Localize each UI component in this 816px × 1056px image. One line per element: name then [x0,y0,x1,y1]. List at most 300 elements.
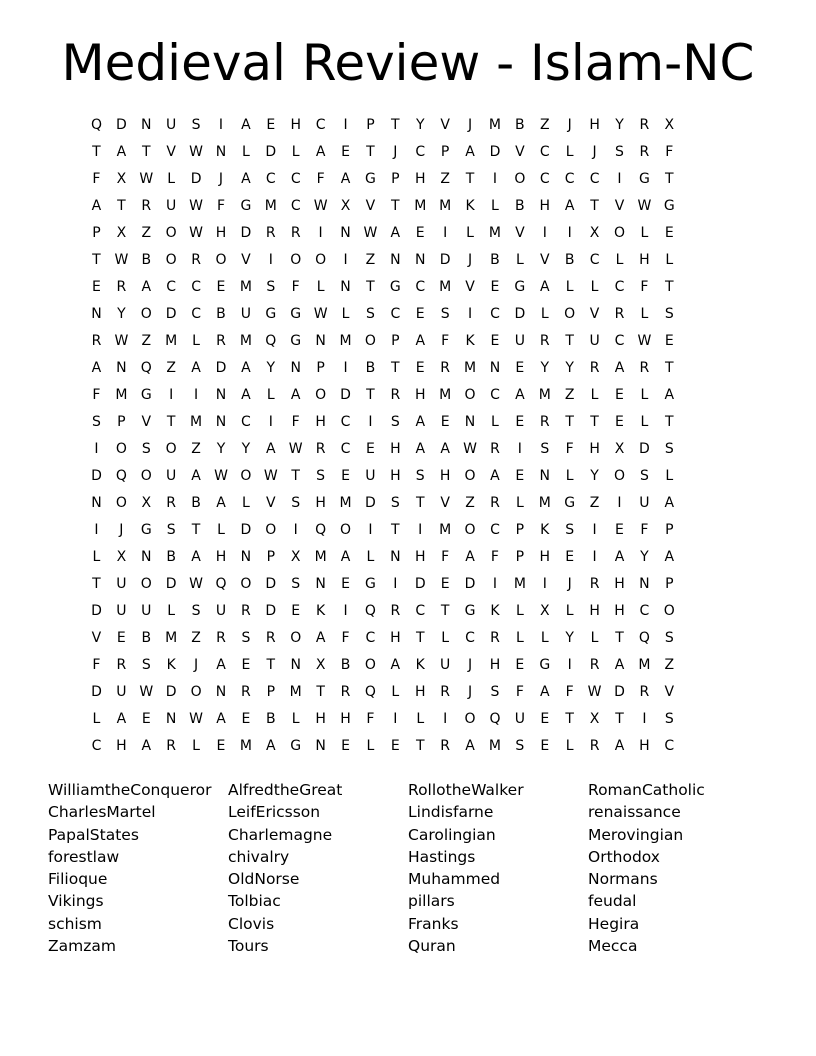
grid-letter: S [191,603,201,619]
word-item: Orthodox [588,847,660,866]
grid-letter: J [393,144,398,160]
grid-letter: X [539,603,550,619]
grid-letter: Z [365,252,376,268]
grid-letter: Q [215,576,227,592]
grid-letter: N [390,549,401,565]
grid-letter: H [614,603,625,619]
grid-letter: E [615,387,624,403]
grid-letter: A [614,738,625,754]
grid-letter: A [539,684,550,700]
grid-letter: R [315,441,326,457]
grid-letter: A [515,387,525,403]
grid-letter: Y [565,630,574,646]
grid-row [84,276,732,303]
grid-letter: I [567,225,572,241]
grid-letter: G [364,171,376,187]
grid-letter: B [265,711,276,727]
grid-letter: X [290,549,301,565]
grid-letter: Z [141,333,152,349]
grid-letter: A [116,711,127,727]
grid-letter: S [565,522,575,538]
grid-letter: A [390,657,401,673]
grid-letter: L [540,630,549,646]
grid-letter: H [116,738,127,754]
grid-letter: O [115,441,127,457]
grid-letter: R [265,225,276,241]
grid-letter: H [390,630,401,646]
grid-letter: R [589,657,600,673]
grid-letter: R [141,198,152,214]
grid-letter: S [540,441,550,457]
grid-letter: O [564,306,576,322]
grid-letter: L [640,306,649,322]
grid-letter: T [415,630,425,646]
grid-letter: J [218,171,224,187]
grid-letter: B [564,252,575,268]
grid-letter: R [166,495,177,511]
grid-letter: X [589,711,600,727]
word-item: PapalStates [48,825,139,844]
grid-letter: U [166,198,177,214]
grid-letter: K [415,657,425,673]
word-item: Franks [408,914,459,933]
grid-letter: Y [565,360,574,376]
grid-letter: C [490,306,500,322]
grid-letter: M [115,387,128,403]
grid-letter: I [194,387,199,403]
grid-letter: D [265,576,277,592]
grid-letter: A [216,495,226,511]
grid-letter: D [91,468,102,484]
grid-letter: W [637,198,652,214]
word-item: schism [48,914,102,933]
grid-letter: E [365,441,375,457]
grid-letter: R [166,738,177,754]
grid-letter: E [341,144,350,160]
grid-letter: T [665,414,674,430]
grid-letter: W [263,468,278,484]
grid-letter: L [291,711,300,727]
grid-letter: T [366,387,375,403]
grid-letter: C [191,306,201,322]
grid-letter: H [589,603,600,619]
grid-letter: C [340,441,351,457]
grid-letter: W [114,333,129,349]
grid-letter: U [166,468,177,484]
grid-letter: Q [315,522,327,538]
grid-letter: V [266,495,276,511]
grid-letter: I [169,387,174,403]
grid-letter: N [390,252,401,268]
grid-letter: T [391,522,400,538]
grid-letter: L [366,549,375,565]
grid-letter: R [614,306,625,322]
grid-letter: P [117,414,126,430]
grid-letter: C [490,387,500,403]
grid-letter: S [365,306,375,322]
grid-letter: E [141,711,151,727]
grid-letter: L [565,468,574,484]
word-item: RomanCatholic [588,781,705,799]
grid-letter: Q [638,630,650,646]
grid-letter: I [343,360,348,376]
grid-letter: N [165,711,177,727]
grid-letter: Z [191,630,201,646]
grid-letter: O [464,711,476,727]
grid-letter: Z [440,171,450,187]
grid-letter: D [365,495,376,511]
grid-letter: A [340,549,351,565]
grid-letter: L [466,225,474,241]
grid-letter: Y [590,468,599,484]
grid-letter: L [491,198,499,214]
grid-letter: E [440,576,450,592]
grid-letter: I [268,252,273,268]
grid-letter: J [467,684,473,700]
grid-letter: O [613,468,625,484]
grid-letter: Q [489,711,501,727]
grid-letter: I [492,171,498,187]
grid-letter: I [94,441,99,457]
grid-letter: X [141,495,152,511]
grid-letter: R [440,360,450,376]
grid-letter: W [189,576,203,592]
grid-letter: P [515,522,525,538]
grid-row [84,330,732,357]
word-item: Carolingian [408,825,496,844]
grid-letter: A [440,441,450,457]
word-item: Vikings [48,892,104,911]
grid-letter: D [190,171,202,187]
grid-letter: S [664,711,674,727]
grid-letter: H [614,576,625,592]
grid-letter: U [639,495,650,511]
grid-letter: G [464,603,476,619]
grid-letter: G [290,306,302,322]
grid-letter: I [343,603,348,619]
grid-letter: C [490,522,500,538]
grid-letter: J [592,144,597,160]
grid-letter: T [391,198,400,214]
grid-letter: H [290,117,301,133]
grid-letter: X [340,198,351,214]
grid-letter: C [465,630,475,646]
grid-letter: V [515,144,525,160]
grid-letter: P [515,549,525,565]
grid-letter: Y [640,549,649,565]
grid-letter: M [239,279,252,295]
grid-letter: N [91,306,102,322]
word-column [228,779,408,957]
grid-row [84,249,732,276]
grid-letter: E [664,333,674,349]
grid-letter: O [464,387,476,403]
grid-letter: E [341,468,350,484]
grid-letter: D [165,306,177,322]
word-item: Lindisfarne [408,803,494,822]
word-item: WilliamtheConqueror [48,781,212,799]
grid-letter: B [191,495,201,511]
grid-letter: G [638,171,650,187]
grid-letter: R [539,414,550,430]
grid-letter: D [91,603,102,619]
grid-letter: T [440,603,450,619]
grid-row [84,303,732,330]
grid-letter: F [216,198,226,214]
grid-letter: T [366,279,375,295]
grid-letter: E [540,711,550,727]
grid-letter: B [365,360,376,376]
grid-letter: P [316,360,325,376]
word-item: OldNorse [228,870,300,889]
grid-letter: M [488,117,501,133]
grid-letter: T [565,711,574,727]
grid-letter: A [614,360,625,376]
grid-letter: L [540,306,549,322]
grid-letter: F [291,414,300,430]
grid-letter: A [290,387,301,403]
word-item: Muhammed [408,870,501,889]
grid-letter: N [639,576,650,592]
grid-letter: M [239,738,252,754]
grid-letter: A [465,549,475,565]
grid-letter: H [315,414,326,430]
grid-letter: S [141,441,151,457]
grid-letter: L [590,630,599,646]
grid-letter: L [565,603,574,619]
grid-letter: C [390,306,401,322]
grid-letter: S [316,468,326,484]
grid-letter: V [465,279,475,295]
grid-letter: B [216,306,226,322]
grid-letter: A [315,630,326,646]
grid-letter: E [565,549,575,565]
grid-letter: W [463,441,477,457]
grid-letter: K [540,522,550,538]
grid-letter: J [467,657,473,673]
grid-row [84,357,732,384]
grid-letter: L [366,738,375,754]
grid-letter: C [365,630,376,646]
grid-letter: C [191,279,201,295]
grid-letter: A [241,387,251,403]
grid-letter: F [640,522,649,538]
grid-letter: G [564,495,576,511]
grid-letter: V [515,225,525,241]
grid-letter: R [390,603,401,619]
grid-letter: E [515,468,525,484]
grid-letter: A [564,198,575,214]
grid-letter: E [515,360,525,376]
grid-row [84,465,732,492]
grid-letter: R [290,225,301,241]
grid-letter: U [514,711,525,727]
word-bank [48,779,768,957]
grid-letter: R [490,630,500,646]
grid-letter: N [464,414,476,430]
grid-letter: G [539,657,551,673]
grid-letter: D [639,441,650,457]
grid-letter: M [439,279,452,295]
grid-letter: I [368,522,373,538]
grid-letter: Y [266,360,276,376]
grid-letter: O [340,522,352,538]
word-item: feudal [588,892,637,911]
grid-letter: A [116,144,127,160]
grid-letter: A [241,171,251,187]
grid-letter: H [414,387,426,403]
grid-letter: E [515,414,525,430]
grid-letter: A [191,468,201,484]
grid-letter: F [441,549,450,565]
grid-letter: T [415,738,425,754]
grid-letter: J [567,576,572,592]
grid-letter: O [290,252,302,268]
grid-letter: E [216,738,226,754]
grid-letter: H [215,225,227,241]
word-item: Mecca [588,937,638,956]
grid-letter: O [315,252,327,268]
grid-letter: C [415,603,426,619]
grid-letter: O [165,441,177,457]
grid-letter: P [440,144,450,160]
grid-letter: W [189,198,203,214]
grid-letter: O [265,522,277,538]
grid-letter: G [140,387,152,403]
grid-letter: T [117,198,126,214]
grid-letter: A [664,387,675,403]
grid-letter: E [415,360,425,376]
grid-letter: L [640,387,649,403]
grid-letter: I [293,522,298,538]
grid-letter: Y [117,306,126,322]
grid-letter: D [514,306,526,322]
grid-letter: M [165,333,178,349]
grid-letter: A [614,657,625,673]
grid-letter: A [465,738,475,754]
grid-letter: L [441,630,450,646]
grid-letter: V [539,252,550,268]
grid-letter: N [489,360,501,376]
grid-row [84,411,732,438]
grid-letter: L [565,279,574,295]
grid-letter: U [514,333,525,349]
word-item: chivalry [228,847,290,866]
grid-letter: I [542,225,547,241]
grid-letter: M [289,684,302,700]
grid-row [84,681,732,708]
grid-letter: Z [564,387,575,403]
word-column [408,779,588,957]
grid-letter: W [139,684,154,700]
word-item: CharlesMartel [48,803,156,822]
grid-letter: W [189,225,203,241]
grid-letter: P [665,522,674,538]
grid-letter: I [617,495,622,511]
grid-letter: L [217,522,225,538]
grid-letter: T [266,657,276,673]
grid-letter: V [440,117,450,133]
grid-letter: Q [140,360,152,376]
grid-letter: O [514,171,526,187]
grid-letter: L [565,144,574,160]
grid-letter: L [92,711,101,727]
word-item: Tours [228,937,269,956]
grid-letter: Y [415,117,425,133]
grid-letter: R [440,684,450,700]
grid-letter: R [390,387,401,403]
grid-letter: F [341,630,350,646]
grid-letter: N [315,333,326,349]
grid-letter: Z [589,495,600,511]
grid-letter: C [91,738,102,754]
grid-letter: F [665,144,674,160]
grid-letter: X [116,225,127,241]
grid-letter: U [240,306,252,322]
grid-letter: R [440,738,450,754]
grid-row [84,438,732,465]
grid-letter: T [291,468,300,484]
grid-letter: Z [465,495,475,511]
grid-letter: Z [539,117,550,133]
grid-letter: E [415,306,425,322]
grid-letter: D [489,144,501,160]
grid-letter: T [665,171,674,187]
grid-letter: M [638,657,651,673]
grid-letter: D [91,684,102,700]
grid-letter: H [589,441,600,457]
grid-letter: K [465,198,475,214]
grid-letter: H [414,549,426,565]
grid-letter: W [313,306,328,322]
word-item: forestlaw [48,847,120,866]
grid-letter: I [418,522,423,538]
grid-letter: K [316,603,326,619]
grid-letter: C [614,333,625,349]
grid-letter: M [339,495,352,511]
grid-letter: V [91,630,102,646]
grid-letter: I [492,576,498,592]
grid-letter: X [116,549,127,565]
grid-letter: J [194,657,199,673]
word-item: Hastings [408,847,476,866]
grid-letter: U [116,576,127,592]
grid-letter: A [415,414,426,430]
grid-letter: C [539,171,550,187]
word-column [48,779,228,957]
grid-letter: A [216,711,226,727]
grid-letter: O [165,252,177,268]
grid-letter: N [539,468,550,484]
grid-letter: F [291,279,300,295]
word-item: Clovis [228,914,275,933]
grid-letter: C [290,171,301,187]
grid-letter: S [92,414,101,430]
grid-letter: A [415,333,426,349]
grid-letter: I [343,117,348,133]
grid-letter: I [393,576,398,592]
grid-letter: S [664,441,674,457]
grid-letter: M [439,387,452,403]
grid-letter: Y [540,360,550,376]
grid-letter: B [515,198,525,214]
grid-letter: K [465,333,475,349]
grid-letter: B [166,549,176,565]
grid-letter: V [440,495,450,511]
grid-letter: E [116,630,126,646]
grid-letter: O [364,657,376,673]
grid-row [84,384,732,411]
